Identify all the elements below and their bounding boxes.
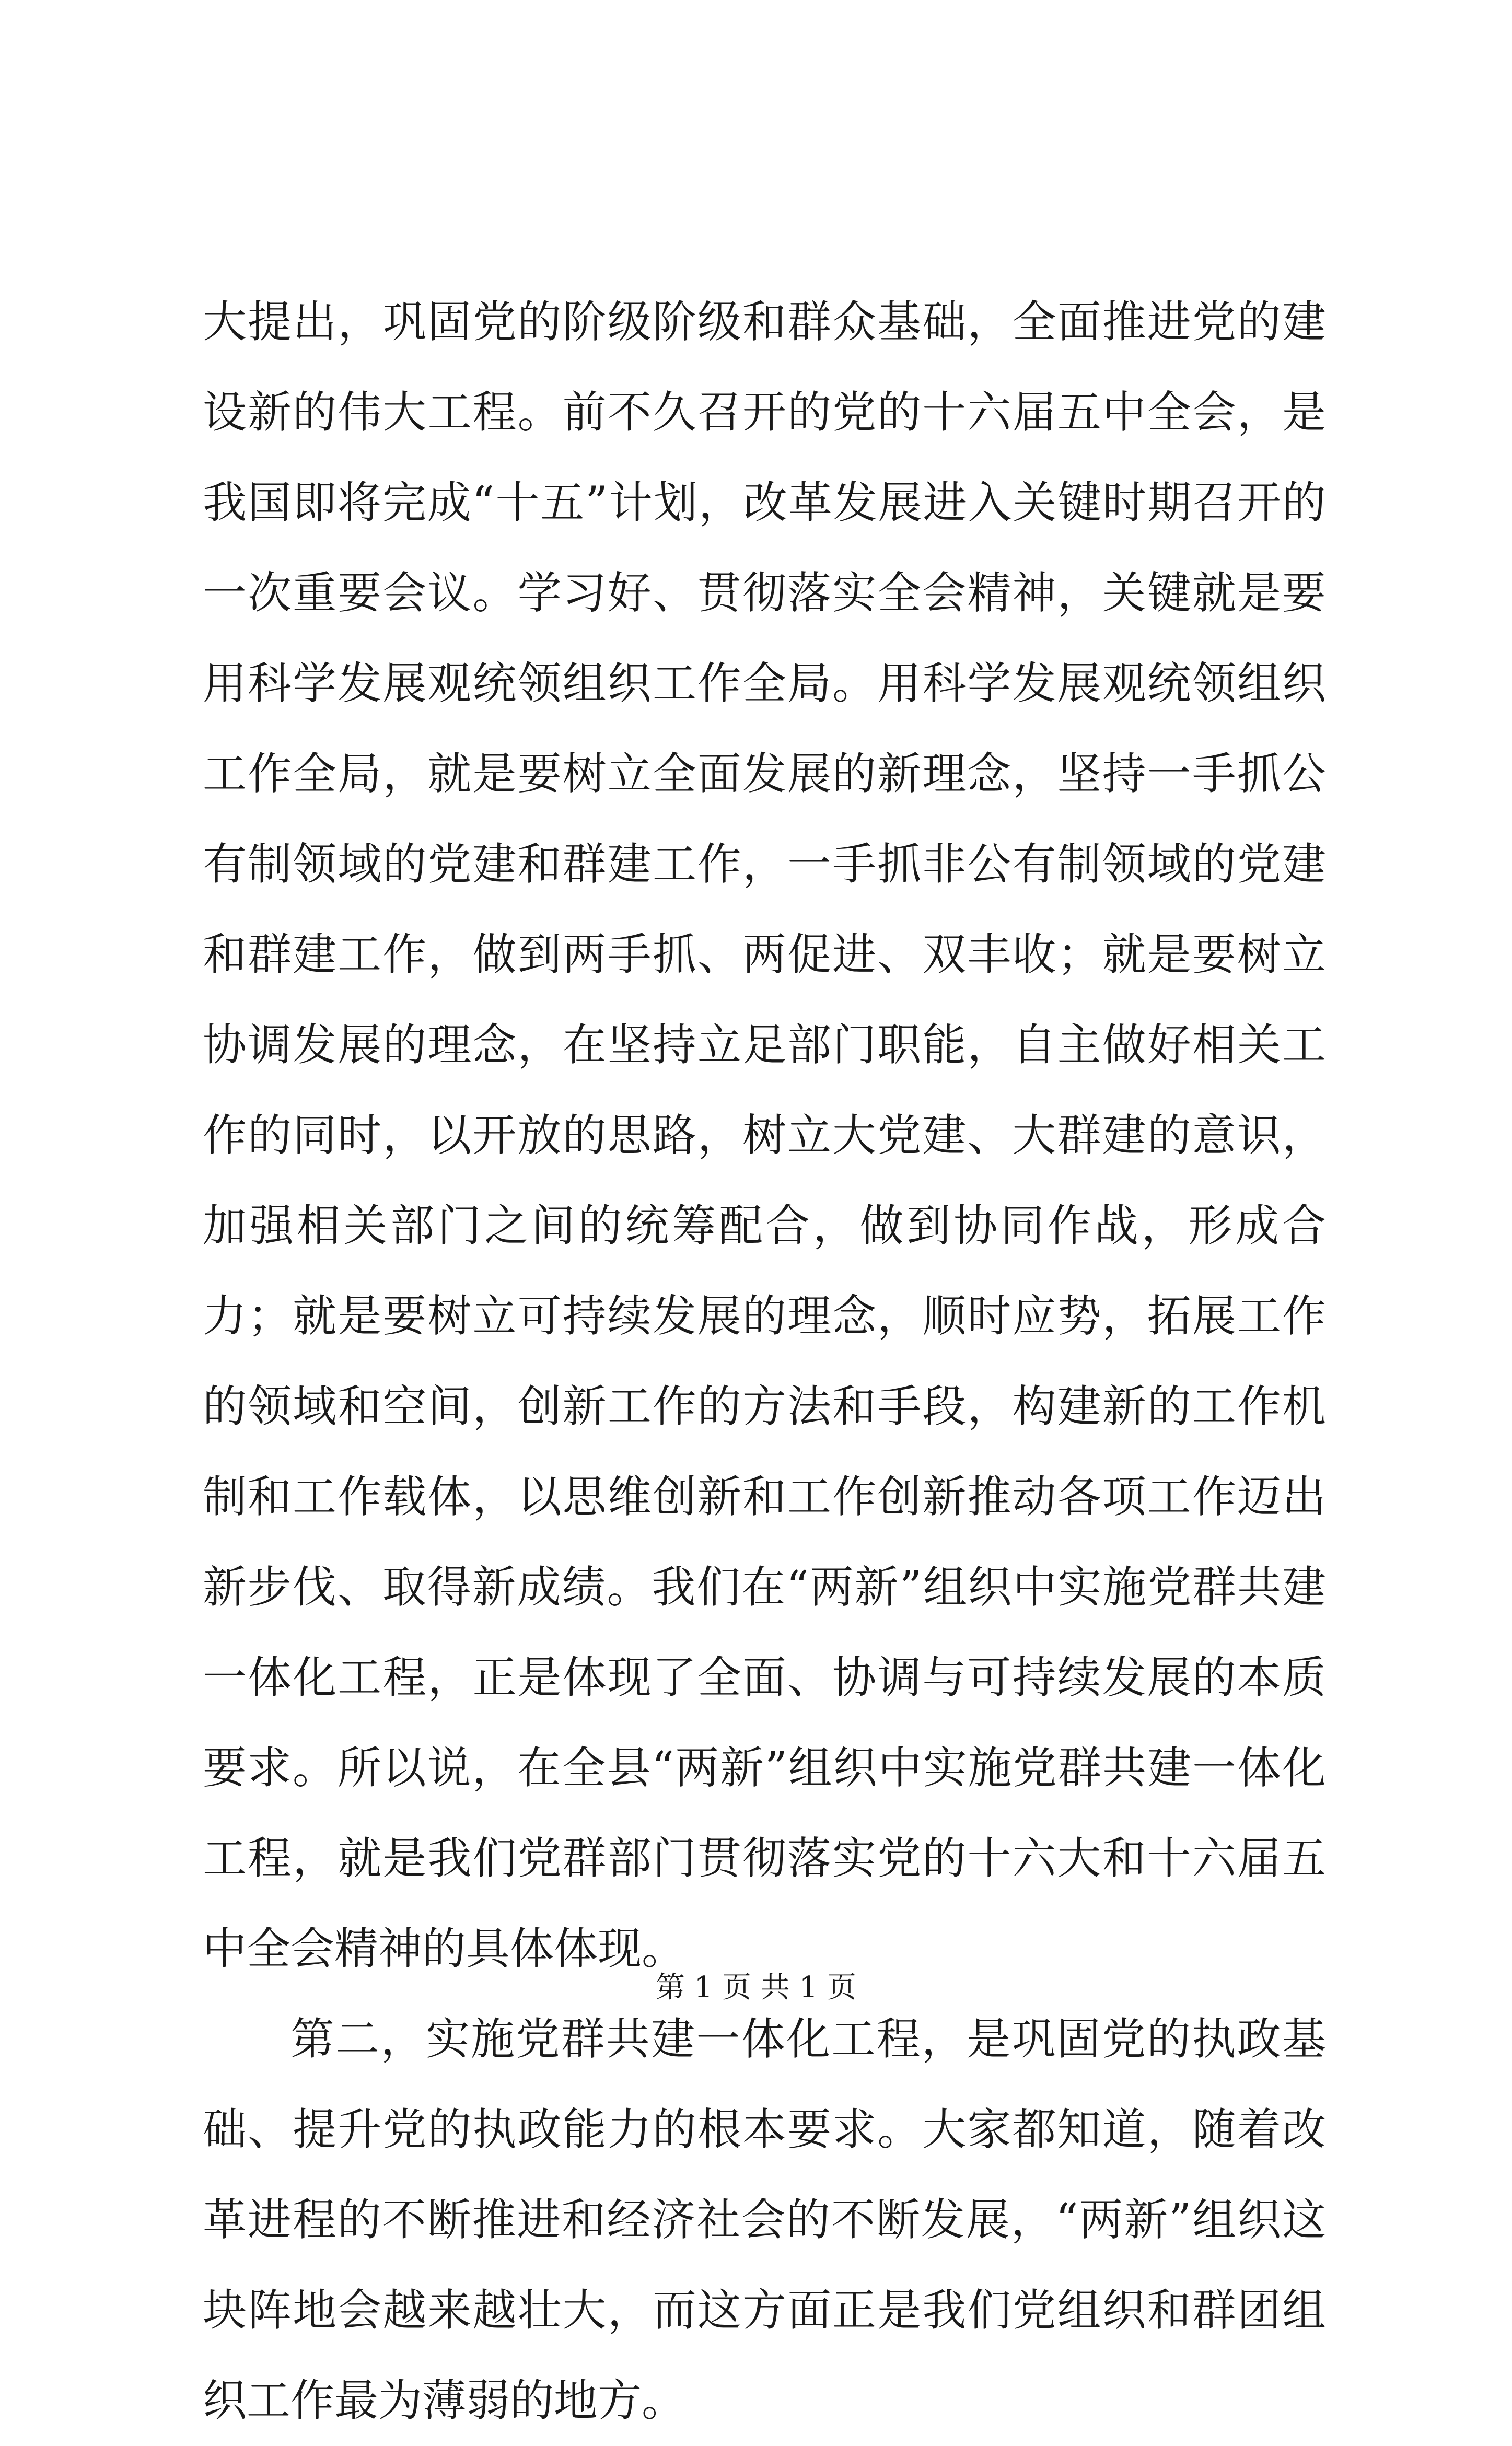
- page-footer: 第 1 页 共 1 页: [655, 1971, 857, 2005]
- paragraph-continued: 大提出，巩固党的阶级阶级和群众基础，全面推进党的建设新的伟大工程。前不久召开的党的十六届五中全会，是我国即将完成“十五”计划，改革发展进入关键时期召开的一次重要会议。学习好、贯彻落实全会精神，关键就是要用科学发展观统领组织工作全局。用科学发展观统领组织工作全局，就是要树立全面发展的新理念，坚持一手抓公有制领域的党建和群建工作，一手抓非公有制领域的党建和群建工作，做到两手抓、两促进、双丰收；就是要树立协调发展的理念，在坚持立足部门职能，自主做好相关工作的同时，以开放的思路，树立大党建、大群建的意识，加强相关部门之间的统筹配合，做到协同作战，形成合力；就是要树立可持续发展的理念，顺时应势，拓展工作的领域和空间，创新工作的方法和手段，构建新的工作机制和工作载体，以思维创新和工作创新推动各项工作迈出新步伐、取得新成绩。我们在“两新”组织中实施党群共建一体化工程，正是体现了全面、协调与可持续发展的本质要求。所以说，在全县“两新”组织中实施党群共建一体化工程，就是我们党群部门贯彻落实党的十六大和十六届五中全会精神的具体体现。: [203, 296, 1326, 1974]
- paragraph-second-point: 第二，实施党群共建一体化工程，是巩固党的执政基础、提升党的执政能力的根本要求。大家都知道，随着改革进程的不断推进和经济社会的不断发展，“两新”组织这块阵地会越来越壮大，而这方面正是我们党组织和群团组织工作最为薄弱的地方。: [203, 2013, 1326, 2426]
- document-body: [203, 277, 1326, 2446]
